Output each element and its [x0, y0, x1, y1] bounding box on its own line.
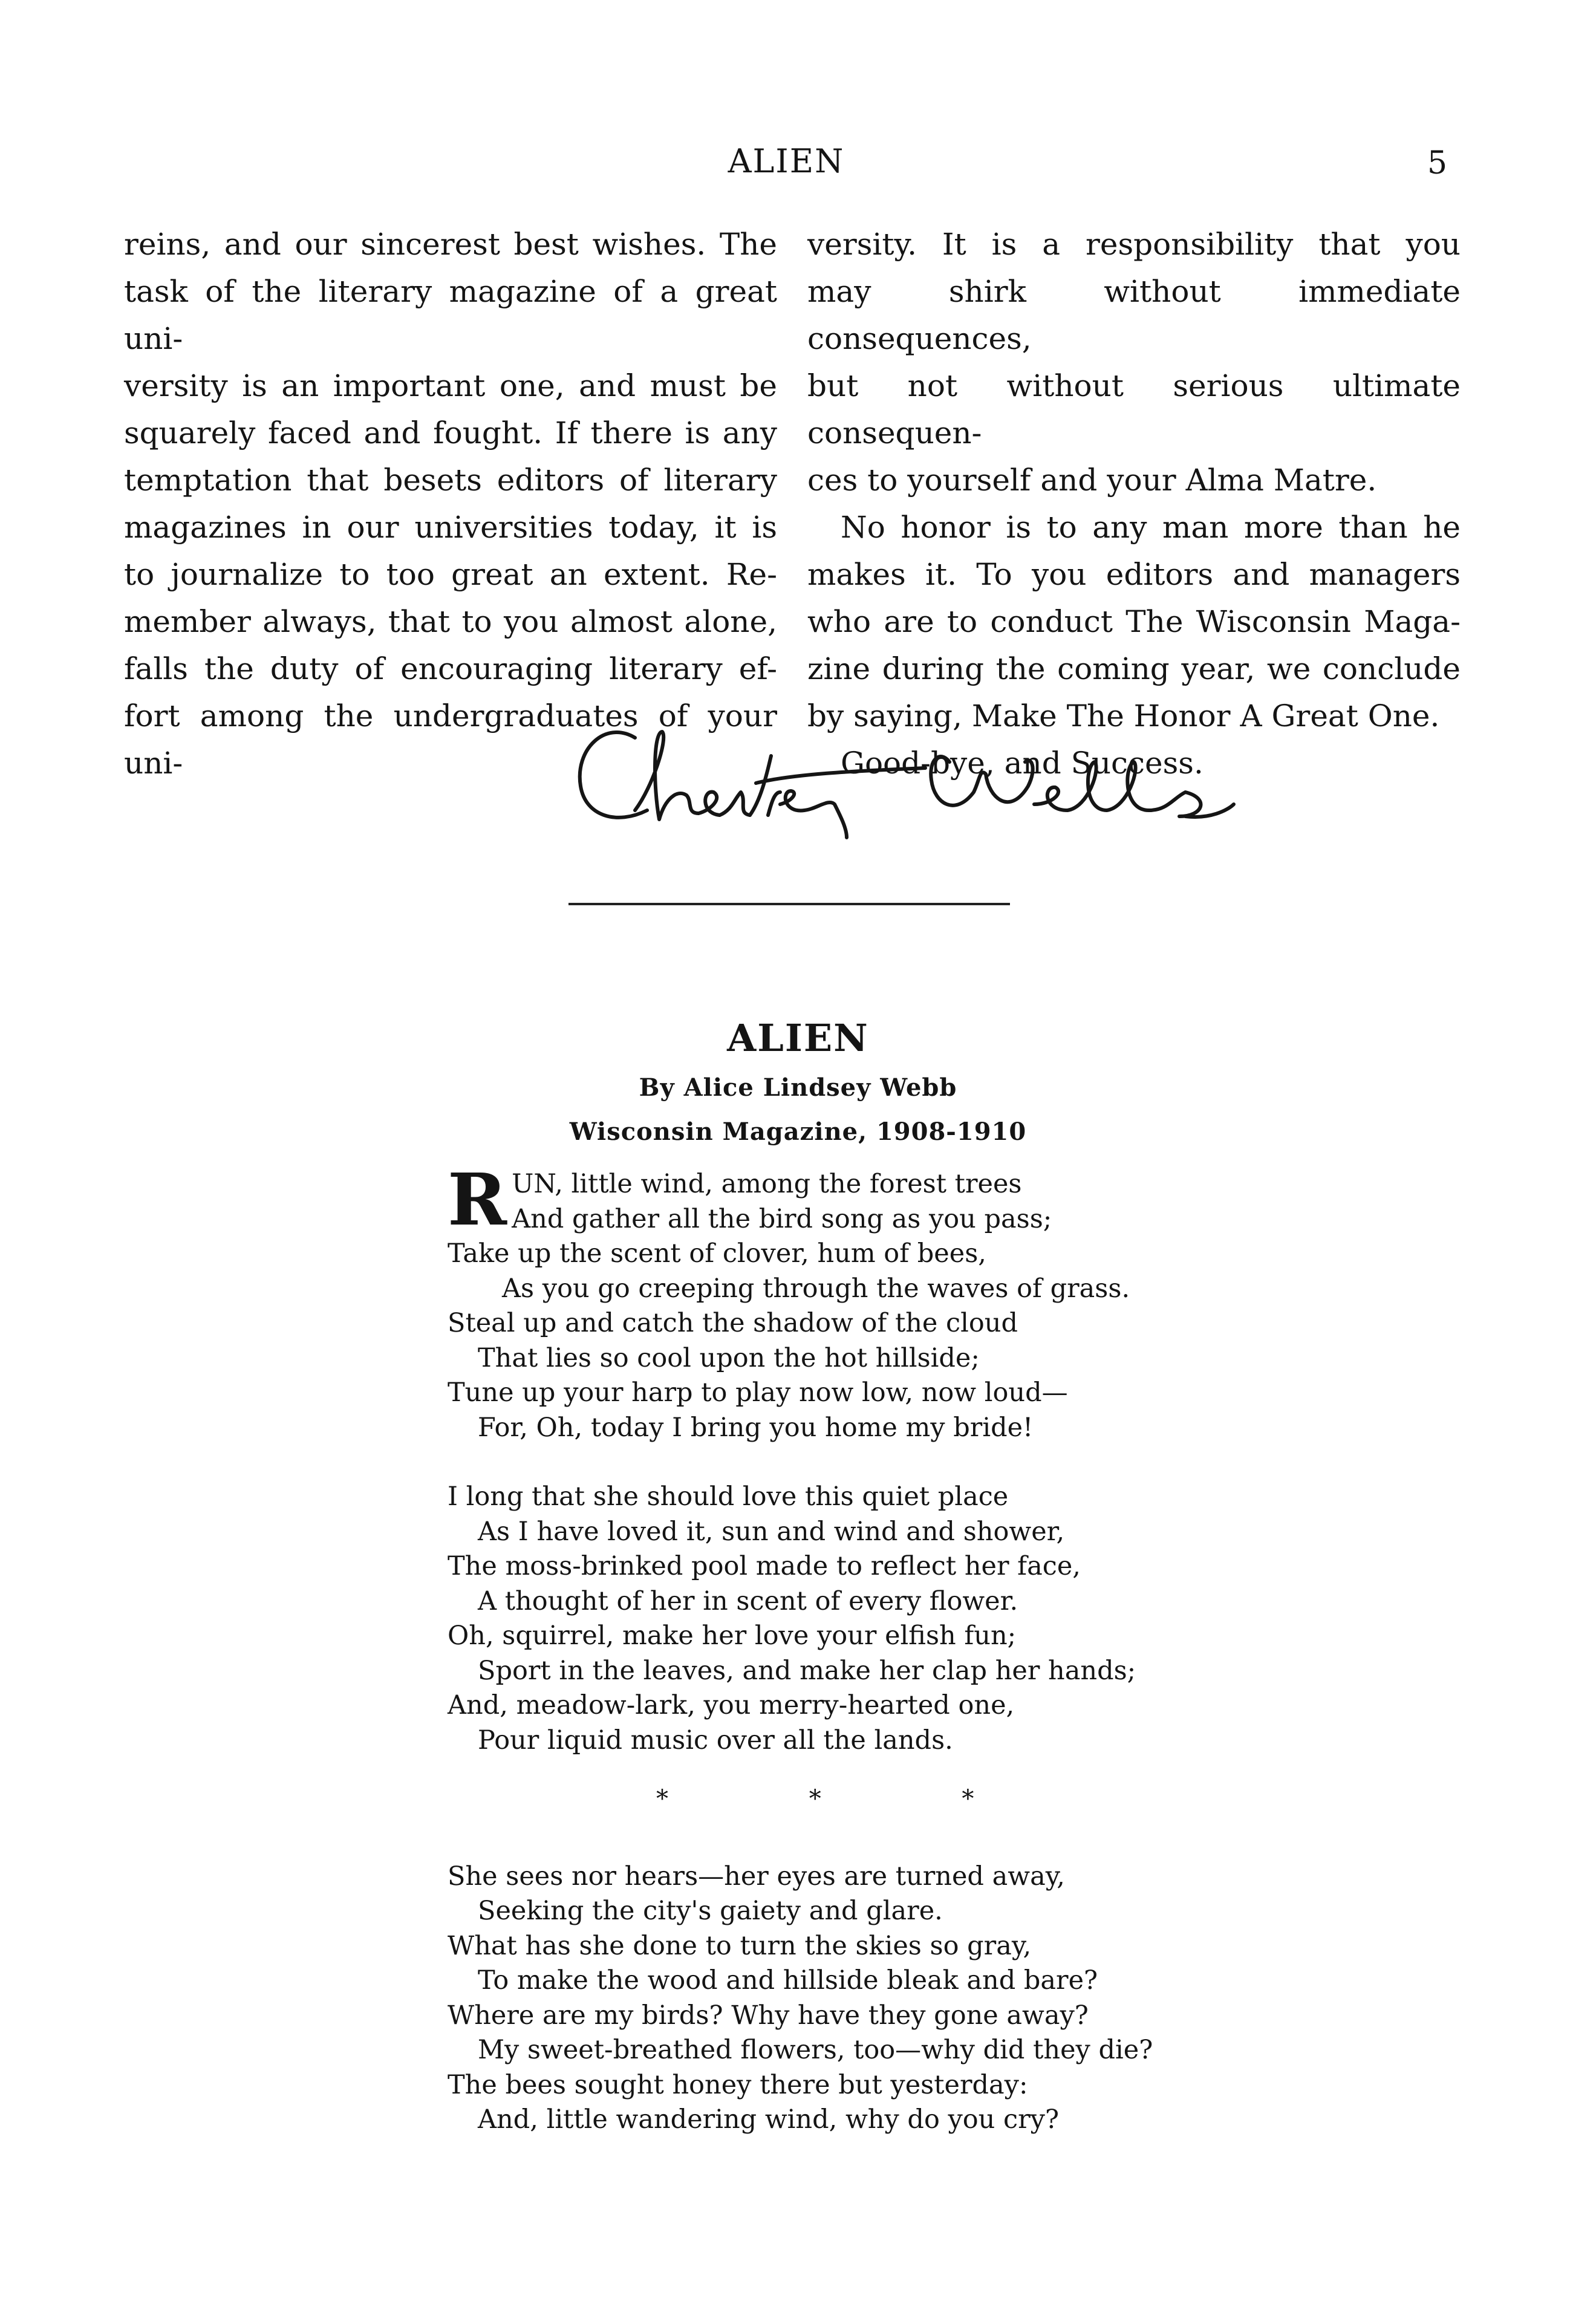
handwritten-signature	[562, 714, 1373, 847]
poem-line: Tune up your harp to play now low, now loud—	[448, 1378, 1068, 1408]
poem-line: She sees nor hears—her eyes are turned away,	[448, 1861, 1065, 1892]
poem-stanza	[448, 1157, 1173, 1445]
text-line: who are to conduct The Wisconsin Maga-	[807, 604, 1461, 639]
poem-line: The moss-brinked pool made to reflect her face,	[448, 1551, 1081, 1581]
poem-line: UN, little wind, among the forest trees	[512, 1169, 1022, 1199]
text-line: fort among the undergraduates of your uni-	[124, 698, 777, 781]
poem-line: And, meadow-lark, you merry-hearted one,	[448, 1690, 1015, 1720]
text-line: No honor is to any man more than he	[841, 510, 1461, 545]
poem-line: I long that she should love this quiet place	[448, 1482, 1009, 1512]
poem-line: As I have loved it, sun and wind and shower,	[478, 1516, 1065, 1547]
text-line: but not without serious ultimate consequen-	[807, 368, 1461, 451]
poem-stanza	[448, 1859, 1173, 2138]
text-line: temptation that besets editors of literary	[124, 463, 777, 498]
poem-body	[448, 1157, 1173, 2138]
text-line: zine during the coming year, we conclude	[807, 651, 1461, 686]
poem-line: Pour liquid music over all the lands.	[478, 1725, 953, 1755]
text-line: falls the duty of encouraging literary ef-	[124, 651, 777, 686]
poem-line: As you go creeping through the waves of grass.	[502, 1273, 1130, 1304]
poem-line: My sweet-breathed flowers, too—why did they die?	[478, 2035, 1153, 2065]
poem-line: Seeking the city's gaiety and glare.	[478, 1896, 943, 1926]
poem-line: Where are my birds? Why have they gone away?	[448, 2000, 1089, 2031]
poem-line: For, Oh, today I bring you home my bride!	[478, 1412, 1034, 1443]
text-line: squarely faced and fought. If there is any	[124, 415, 777, 451]
text-line: magazines in our universities today, it is	[124, 510, 777, 545]
poem-line: That lies so cool upon the hot hillside;	[478, 1342, 980, 1373]
poem-source: Wisconsin Magazine, 1908-1910	[569, 1118, 1027, 1146]
page-number: 5	[1427, 145, 1448, 181]
text-line: Good-bye, and Success.	[841, 746, 1204, 781]
editorial-left-column	[124, 221, 777, 787]
text-line: reins, and our sincerest best wishes. The	[124, 227, 777, 262]
poem-line: And gather all the bird song as you pass;	[512, 1203, 1052, 1234]
poem-line: The bees sought honey there but yesterday:	[448, 2069, 1028, 2100]
section-divider	[568, 903, 1010, 905]
poem-line: Take up the scent of clover, hum of bees,	[448, 1238, 986, 1269]
poem-line: Oh, squirrel, make her love your elfish fun;	[448, 1621, 1017, 1651]
editorial-right-column	[807, 221, 1461, 787]
poem-stanza	[448, 1480, 1173, 1758]
poem-line: Sport in the leaves, and make her clap her hands;	[478, 1655, 1136, 1686]
text-line: member always, that to you almost alone,	[124, 604, 777, 639]
poem-line: What has she done to turn the skies so gray,	[448, 1930, 1032, 1961]
text-line: versity is an important one, and must be	[124, 368, 777, 403]
poem-author: By Alice Lindsey Webb	[639, 1073, 957, 1102]
poem-line: A thought of her in scent of every flower.	[478, 1586, 1018, 1616]
poem-title: ALIEN	[727, 1016, 869, 1060]
poem-line: To make the wood and hillside bleak and bare?	[478, 1965, 1098, 1996]
section-break-asterisks: * * *	[656, 1785, 1041, 1813]
text-line: versity. It is a responsibility that you	[807, 227, 1461, 262]
text-line: ces to yourself and your Alma Matre.	[807, 463, 1377, 498]
text-line: makes it. To you editors and managers	[807, 557, 1461, 592]
text-line: task of the literary magazine of a great uni-	[124, 274, 777, 356]
text-line: by saying, Make The Honor A Great One.	[807, 698, 1440, 734]
text-line: may shirk without immediate consequences,	[807, 274, 1461, 356]
running-head: ALIEN	[728, 142, 845, 180]
poem-line: And, little wandering wind, why do you cry?	[478, 2104, 1060, 2135]
text-line: to journalize to too great an extent. Re-	[124, 557, 777, 592]
poem-line: Steal up and catch the shadow of the cloud	[448, 1308, 1018, 1338]
drop-cap: R	[448, 1157, 507, 1241]
